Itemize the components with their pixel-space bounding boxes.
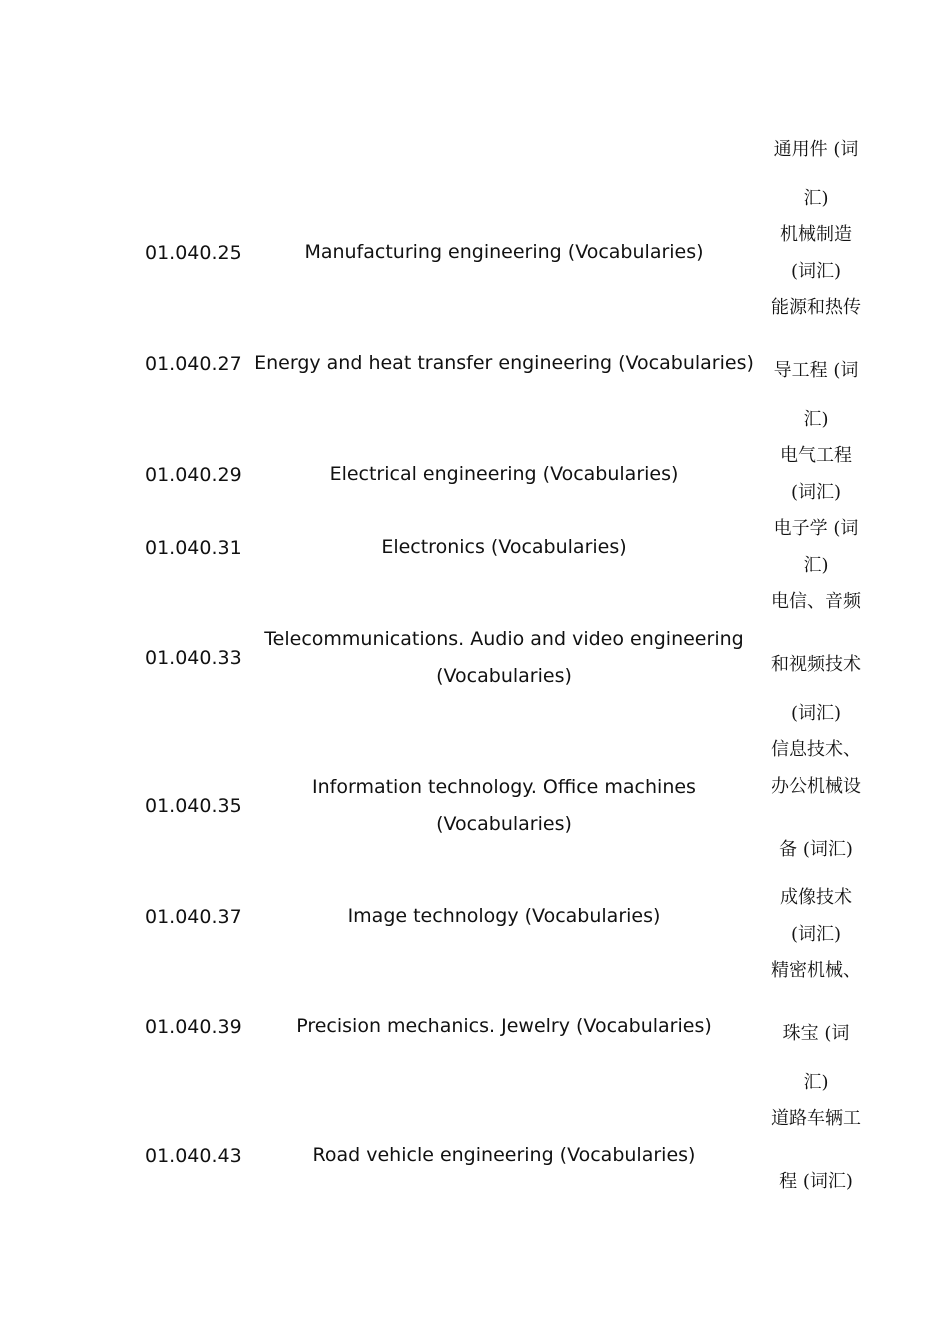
row-chinese-line: 电子学 (词 [773, 518, 859, 539]
row-title: (Vocabularies) [436, 813, 572, 835]
row-chinese-line: 电信、音频 [771, 591, 861, 612]
row-code: 01.040.33 [145, 647, 242, 669]
row-chinese-line: 汇) [803, 555, 829, 576]
row-title: Information technology. Office machines [312, 776, 696, 798]
row-chinese-line: 电气工程 [780, 445, 852, 466]
row-chinese-line: 备 (词汇) [779, 839, 853, 860]
row-code: 01.040.29 [145, 464, 242, 486]
row-chinese-line: (词汇) [790, 482, 842, 503]
row-chinese-line: 成像技术 [780, 887, 852, 908]
chinese-fragment-line: 汇) [803, 188, 829, 209]
chinese-fragment-line: 通用件 (词 [773, 139, 859, 160]
row-title: Energy and heat transfer engineering (Vocabularies) [254, 352, 754, 374]
row-code: 01.040.31 [145, 537, 242, 559]
row-chinese-line: 办公机械设 [771, 776, 861, 797]
row-title: Precision mechanics. Jewelry (Vocabularies) [296, 1015, 712, 1037]
row-chinese-line: 信息技术、 [771, 739, 861, 760]
row-chinese-line: 和视频技术 [771, 654, 861, 675]
row-chinese-line: 汇) [803, 1072, 829, 1093]
row-title: Telecommunications. Audio and video engineering [264, 628, 744, 650]
row-title: Manufacturing engineering (Vocabularies) [304, 241, 704, 263]
row-chinese-line: 能源和热传 [771, 297, 861, 318]
row-chinese-line: 道路车辆工 [771, 1108, 861, 1129]
row-chinese-line: 导工程 (词 [773, 360, 859, 381]
row-code: 01.040.37 [145, 906, 242, 928]
row-chinese-line: 汇) [803, 409, 829, 430]
row-chinese-line: (词汇) [790, 924, 842, 945]
row-chinese-line: 珠宝 (词 [782, 1023, 850, 1044]
row-chinese-line: 精密机械、 [771, 960, 861, 981]
row-title: Electrical engineering (Vocabularies) [329, 463, 679, 485]
row-code: 01.040.35 [145, 795, 242, 817]
row-chinese-line: 程 (词汇) [779, 1171, 853, 1192]
row-title: Road vehicle engineering (Vocabularies) [312, 1144, 696, 1166]
row-title: (Vocabularies) [436, 665, 572, 687]
row-chinese-line: (词汇) [790, 703, 842, 724]
row-chinese-line: 机械制造 [780, 224, 852, 245]
row-code: 01.040.25 [145, 242, 242, 264]
row-title: Image technology (Vocabularies) [347, 905, 661, 927]
row-code: 01.040.39 [145, 1016, 242, 1038]
row-code: 01.040.43 [145, 1145, 242, 1167]
row-title: Electronics (Vocabularies) [381, 536, 627, 558]
row-chinese-line: (词汇) [790, 261, 842, 282]
row-code: 01.040.27 [145, 353, 242, 375]
